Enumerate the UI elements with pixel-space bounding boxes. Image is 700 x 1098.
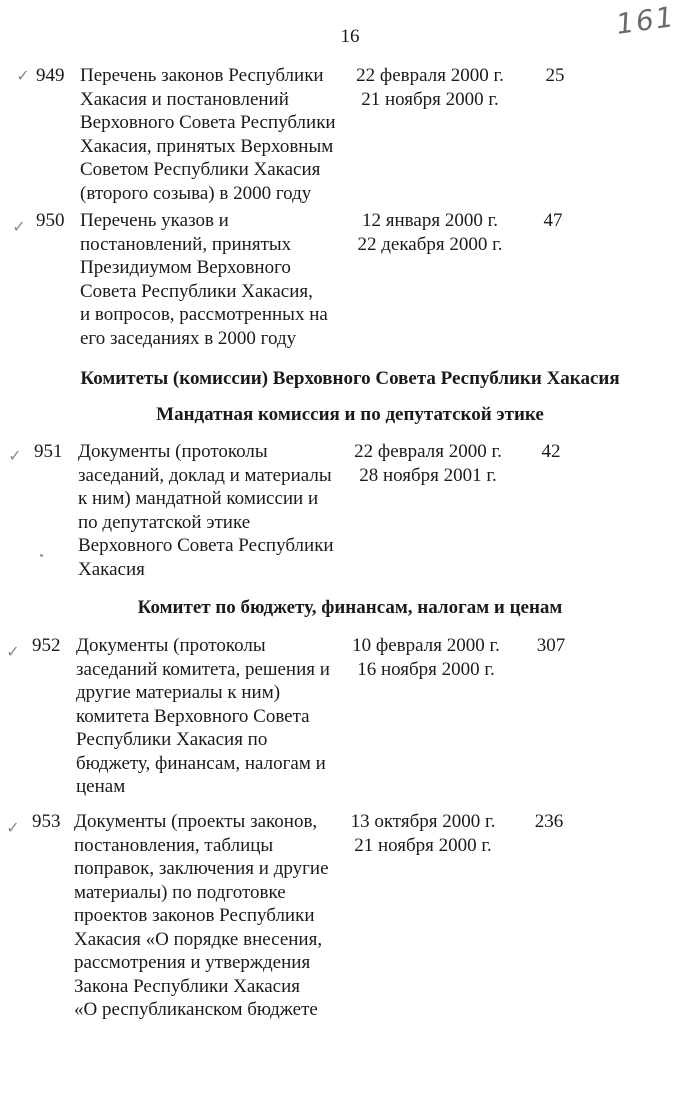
entry-sheet-count: 307 [536, 635, 566, 656]
entry-dates: 13 октября 2000 г. 21 ноября 2000 г. [350, 811, 496, 856]
check-mark-icon: ✓ [12, 217, 26, 236]
entry-number: 950 [36, 210, 65, 231]
entry-dates: 12 января 2000 г. 22 декабря 2000 г. [357, 210, 503, 255]
entry-sheet-count: 47 [543, 210, 563, 231]
entry-dates: 10 февраля 2000 г. 16 ноября 2000 г. [352, 635, 500, 680]
entry-sheet-count: 25 [545, 65, 565, 86]
entry-number: 951 [34, 441, 63, 462]
check-mark-icon: ✓ [16, 66, 30, 85]
entry-description: Документы (протоколы заседаний, доклад и материалы к ним) мандатной комиссии и по депутатской этике Верховного Совета Республики Хакасия [78, 441, 334, 580]
entry-number: 949 [36, 65, 65, 86]
entry-description: Перечень указов и постановлений, принятых Президиумом Верховного Совета Республики Хакасия, и вопросов, рассмотренных на его заседаниях в 2000 году [80, 210, 328, 349]
page-number: 16 [340, 26, 360, 47]
archive-sheet-number: 161 [613, 0, 678, 41]
entry-description: Перечень законов Республики Хакасия и постановлений Верховного Совета Республики Хакасия, принятых Верховным Советом Республики Хакасия (второго созыва) в 2000 году [80, 65, 336, 204]
entry-dates: 22 февраля 2000 г. 21 ноября 2000 г. [356, 65, 504, 110]
entry-number: 953 [32, 811, 61, 832]
entry-sheet-count: 42 [541, 441, 561, 462]
check-mark-icon: ✓ [8, 446, 22, 465]
entry-number: 952 [32, 635, 61, 656]
entry-sheet-count: 236 [534, 811, 564, 832]
section-heading-mandate-commission: Мандатная комиссия и по депутатской этике [156, 404, 544, 425]
section-heading-budget-committee: Комитет по бюджету, финансам, налогам и ценам [137, 597, 563, 618]
section-heading-committees: Комитеты (комиссии) Верховного Совета Республики Хакасия [80, 368, 620, 389]
entry-description: Документы (проекты законов, постановления, таблицы поправок, заключения и другие материалы) по подготовке проектов законов Республики Хакасия «О порядке внесения, рассмотрения и утверждения Закона Республики Хакасия «О республиканском бюджете [74, 811, 329, 1020]
check-mark-icon: ✓ [6, 642, 20, 661]
entry-dates: 22 февраля 2000 г. 28 ноября 2001 г. [354, 441, 502, 486]
check-mark-icon: ✓ [6, 818, 20, 837]
scan-speck [40, 554, 43, 557]
entry-description: Документы (протоколы заседаний комитета, решения и другие материалы к ним) комитета Верховного Совета Республики Хакасия по бюджету, финансам, налогам и ценам [76, 635, 330, 797]
